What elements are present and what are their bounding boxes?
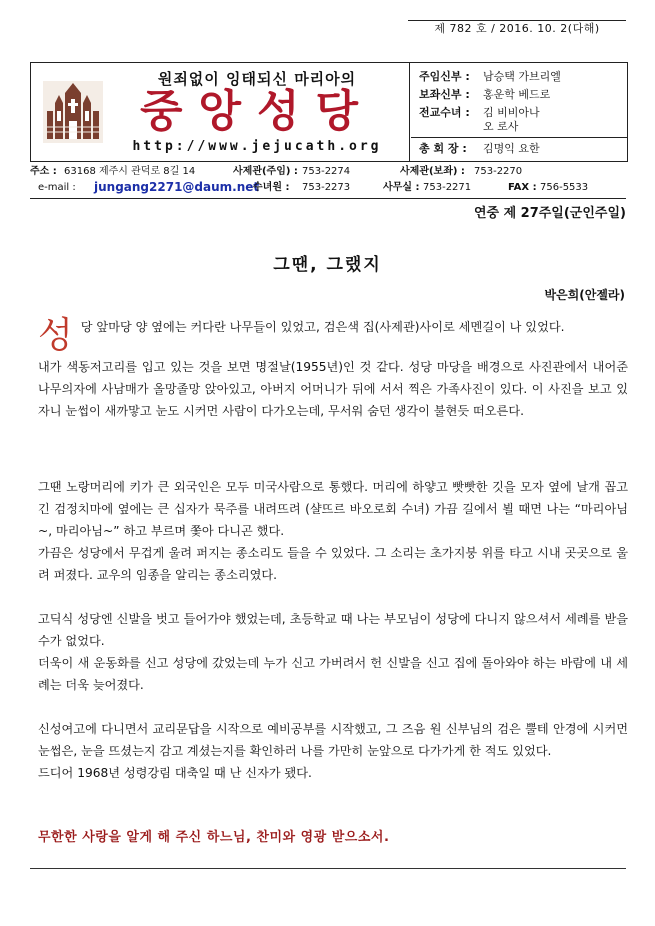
article-author: 박은희(안젤라) xyxy=(544,288,625,302)
staff-list xyxy=(411,63,627,161)
footer-divider xyxy=(30,868,626,869)
staff-name: 오 로사 xyxy=(483,120,519,133)
office-label: 사무실 : xyxy=(383,182,420,193)
staff-name: 홍운학 베드로 xyxy=(483,88,551,101)
email-link[interactable]: jungang2271@daum.net xyxy=(94,180,260,194)
staff-role: 주임신부 : xyxy=(419,70,470,83)
cathedral-logo-icon xyxy=(43,81,103,143)
staff-row xyxy=(419,119,518,135)
address-label: 주소 : xyxy=(30,166,57,177)
staff-role: 보좌신부 : xyxy=(419,88,470,101)
liturgical-sunday: 연중 제 27주일(군인주일) xyxy=(473,206,626,221)
paragraph: 그땐 노랑머리에 키가 큰 외국인은 모두 미국사람으로 통했다. 머리에 하얗고 빳빳한 깃을 모자 옆에 날개 꼽고 긴 검정치마에 옆에는 큰 십자가 묵주를 내려뜨려 (샬뜨르 바오로회 수녀) 가끔 길에서 뵐 때면 나는 “마리아님~, 마리아님~” 하고 부르며 쫓아 다니곤 했다. xyxy=(38,480,628,538)
paragraph: 내가 색동저고리를 입고 있는 것을 보면 명절날(1955년)인 것 같다. 성당 마당을 배경으로 사진관에서 내어준 나무의자에 사남매가 올망졸망 앉아있고, 아버지 어머니가 뒤에 서서 찍은 가족사진이 있다. 이 사진을 보고 있자니 눈썹이 새까맣고 눈도 시커먼 사람이 다가오는데, 무서워 숨던 생각이 불현듯 떠오른다. xyxy=(38,360,628,418)
paragraph: 드디어 1968년 성령강림 대축일 때 난 신자가 됐다. xyxy=(38,766,312,780)
convent-phone: 753-2273 xyxy=(302,182,351,193)
drop-cap: 성 xyxy=(38,315,73,356)
rectory-main-label: 사제관(주임) : xyxy=(233,166,298,177)
masthead-left xyxy=(31,63,410,161)
article-section-4 xyxy=(38,718,628,784)
convent-label: 수녀원 : xyxy=(253,182,290,193)
paragraph: 신성여고에 다니면서 교리문답을 시작으로 예비공부를 시작했고, 그 즈음 원 신부님의 검은 뿔테 안경에 시커먼 눈썹은, 눈을 뜨셨는지 감고 계셨는지를 확인하러 나를 가만히 눈앞으로 다가가게 한 적도 있었다. xyxy=(38,722,628,758)
staff-row xyxy=(419,69,561,85)
article-title: 그땐, 그랬지 xyxy=(273,255,382,275)
paragraph: 고딕식 성당엔 신발을 벗고 들어가야 했었는데, 초등학교 때 나는 부모님이 성당에 다니지 않으셔서 세례를 받을 수가 없었다. xyxy=(38,612,628,648)
masthead-slogan: 원죄없이 잉태되신 마리아의 xyxy=(157,70,357,88)
paragraph: 더욱이 새 운동화를 신고 성당에 갔었는데 누가 신고 가버려서 헌 신발을 신고 집에 돌아와야 하는 바람에 내 세례는 더욱 늦어졌다. xyxy=(38,656,628,692)
rectory-assistant-phone: 753-2270 xyxy=(474,166,523,177)
contact-row-2 xyxy=(30,180,626,196)
staff-name: 남승택 가브리엘 xyxy=(483,70,561,83)
rectory-main-phone: 753-2274 xyxy=(302,166,351,177)
office-phone: 753-2271 xyxy=(423,182,472,193)
staff-name: 김 비비아나 xyxy=(483,106,540,119)
article-section-2 xyxy=(38,476,628,586)
article-section-3 xyxy=(38,608,628,696)
masthead xyxy=(30,62,628,162)
staff-role: 전교수녀 : xyxy=(419,106,470,119)
article-section-1 xyxy=(38,316,628,422)
fax-label: FAX : xyxy=(508,182,537,193)
issue-line: 제 782 호 / 2016. 10. 2(다해) xyxy=(408,20,626,37)
header-divider xyxy=(30,198,626,199)
staff-row xyxy=(419,87,550,103)
fax-number: 756-5533 xyxy=(540,182,589,193)
masthead-title: 중앙성당 xyxy=(139,86,374,137)
address: 63168 제주시 관덕로 8길 14 xyxy=(64,166,196,177)
masthead-url[interactable]: http://www.jejucath.org xyxy=(132,139,382,154)
staff-role: 총 회 장 : xyxy=(419,142,467,155)
paragraph: 성당 앞마당 양 옆에는 커다란 나무들이 있었고, 검은색 집(사제관)사이로 세멘길이 나 있었다. xyxy=(38,315,565,356)
staff-name: 김명익 요한 xyxy=(483,142,540,155)
paragraph: 가끔은 성당에서 무겁게 울려 퍼지는 종소리도 들을 수 있었다. 그 소리는 초가지붕 위를 타고 시내 곳곳으로 울려 퍼졌다. 교우의 임종을 알리는 종소리였다. xyxy=(38,546,628,582)
email-label: e-mail : xyxy=(38,182,76,193)
rectory-assistant-label: 사제관(보좌) : xyxy=(400,166,465,177)
closing-prayer: 무한한 사랑을 알게 해 주신 하느님, 찬미와 영광 받으소서. xyxy=(38,830,390,845)
staff-divider xyxy=(411,137,627,138)
staff-row xyxy=(419,141,540,157)
contact-row-1 xyxy=(30,164,626,180)
